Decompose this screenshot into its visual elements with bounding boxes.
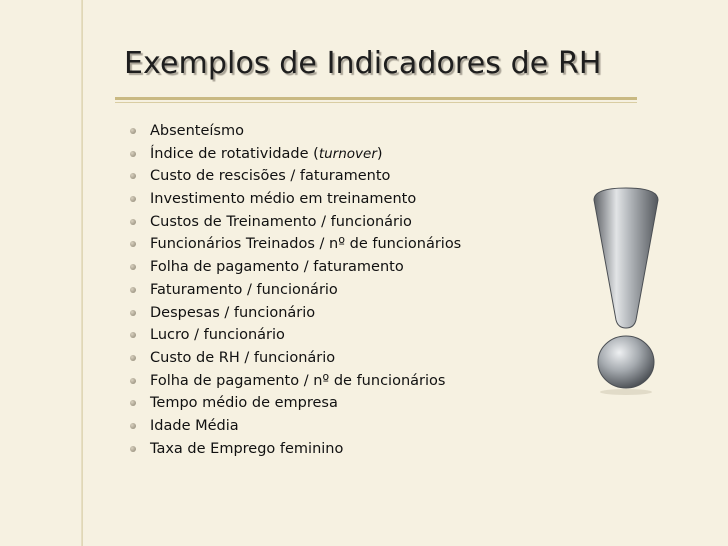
list-item-text: Custos de Treinamento / funcionário bbox=[150, 213, 412, 230]
list-item-text: Investimento médio em treinamento bbox=[150, 191, 417, 208]
list-item bbox=[130, 165, 461, 188]
bullet-icon bbox=[130, 264, 136, 270]
list-item-text: Custo de rescisões / faturamento bbox=[150, 168, 391, 185]
frame-line bbox=[81, 0, 83, 546]
list-item-text: Custo de RH / funcionário bbox=[150, 349, 336, 366]
list-item bbox=[130, 347, 461, 370]
list-item-text: Idade Média bbox=[150, 417, 239, 434]
list-item-text: Funcionários Treinados / nº de funcionários bbox=[150, 236, 462, 253]
list-item-text: Absenteísmo bbox=[150, 123, 244, 139]
list-item bbox=[130, 438, 461, 461]
list-item-text: Faturamento / funcionário bbox=[150, 281, 338, 298]
list-item bbox=[130, 120, 461, 143]
list-item-text: Tempo médio de empresa bbox=[150, 395, 338, 412]
bullet-icon bbox=[130, 310, 136, 316]
list-item bbox=[130, 233, 461, 256]
title-underline bbox=[115, 97, 637, 100]
bullet-icon bbox=[130, 446, 136, 452]
bullet-icon bbox=[130, 219, 136, 225]
list-item-text: Despesas / funcionário bbox=[150, 304, 316, 321]
list-item bbox=[130, 188, 461, 211]
slide-title: Exemplos de Indicadores de RH bbox=[124, 46, 602, 81]
title-underline-thin bbox=[115, 102, 637, 103]
list-item bbox=[130, 392, 461, 415]
bullet-icon bbox=[130, 400, 136, 406]
list-item-text: Lucro / funcionário bbox=[150, 327, 285, 344]
list-item bbox=[130, 256, 461, 279]
list-item bbox=[130, 279, 461, 302]
exclamation-mark-icon bbox=[586, 186, 666, 396]
bullet-icon bbox=[130, 241, 136, 247]
bullet-icon bbox=[130, 378, 136, 384]
list-item-text-after: ) bbox=[376, 145, 383, 162]
bullet-icon bbox=[130, 332, 136, 338]
list-item bbox=[130, 302, 461, 325]
bullet-icon bbox=[130, 196, 136, 202]
bullet-icon bbox=[130, 355, 136, 361]
bullet-list bbox=[130, 120, 461, 460]
list-item bbox=[130, 324, 461, 347]
list-item-text: Folha de pagamento / nº de funcionários bbox=[150, 372, 446, 389]
list-item-emphasis: turnover bbox=[318, 145, 377, 162]
list-item-text: Folha de pagamento / faturamento bbox=[150, 259, 404, 276]
list-item bbox=[130, 370, 461, 393]
bullet-icon bbox=[130, 128, 136, 134]
list-item-text: Taxa de Emprego feminino bbox=[150, 440, 344, 457]
bullet-icon bbox=[130, 423, 136, 429]
list-item bbox=[130, 415, 461, 438]
list-item-text: Índice de rotatividade ( bbox=[150, 145, 319, 162]
bullet-icon bbox=[130, 151, 136, 157]
bullet-icon bbox=[130, 173, 136, 179]
list-item bbox=[130, 143, 461, 166]
list-item bbox=[130, 211, 461, 234]
bullet-icon bbox=[130, 287, 136, 293]
